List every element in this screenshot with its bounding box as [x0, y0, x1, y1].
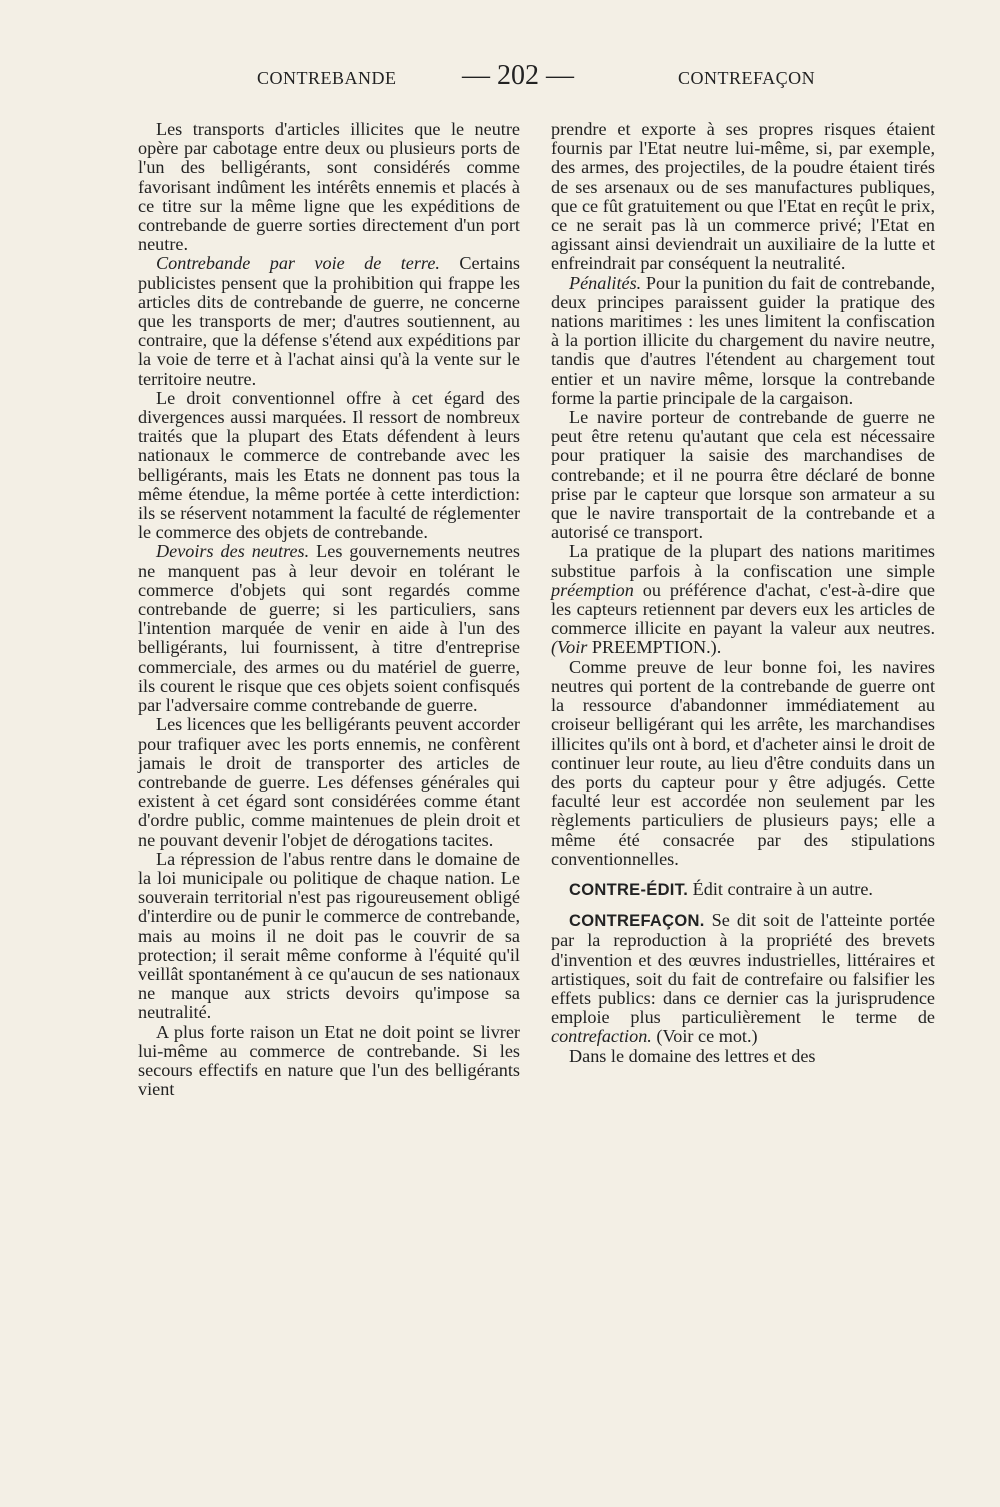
paragraph-text: PREEMPTION.).	[587, 637, 722, 658]
paragraph-text: ou préférence d'achat, c'est-à-dire que les capteurs retiennent par devers eux les articles de commerce illicite en payant la valeur aux neutres.	[551, 579, 935, 639]
paragraph: A plus forte raison un Etat ne doit point se livrer lui-même au commerce de contrebande. Si les secours effectifs en nature que l'un des belligérants vient	[138, 1021, 520, 1100]
paragraph	[138, 542, 520, 715]
paragraph: La répression de l'abus rentre dans le domaine de la loi municipale ou politique de chaque nation. Le souverain territorial n'est pas rigoureusement obligé d'interdire ou de punir le commerce de contrebande, mais au moins il ne doit pas le couvrir de sa protection; il serait même conforme à l'équité qu'il veillât spontanément à ce qu'aucun de ses nationaux ne manque aux stricts devoirs qu'impose sa neutralité.	[138, 848, 520, 1023]
dictionary-entry	[551, 911, 935, 1046]
page-number: — 202 —	[462, 60, 574, 91]
paragraph: Comme preuve de leur bonne foi, les navires neutres qui portent de la contrebande de guerre ont la ressource d'abandonner immédiatement au croiseur belligérant qui les arrête, les marchandises illicites qu'ils ont à bord, et d'acheter ainsi le droit de continuer leur route, au lieu d'être conduits dans un des ports du capteur pour y être adjugés. Cette faculté leur est accordée non seulement par les règlements particuliers de plusieurs pays; elle a même été consacrée par des stipulations conventionnelles.	[551, 656, 935, 869]
paragraph-text: La pratique de la plupart des nations maritimes substitue parfois à la confiscation une simple	[551, 541, 935, 581]
left-column	[138, 120, 520, 1099]
paragraph-text: Les gouvernements neutres ne manquent pas à leur devoir en tolérant le commerce d'objets qui sont regardés comme contrebande de guerre; si les particuliers, sans l'intention marquée de venir en aide à l'un des belligérants, lui fournissent, à titre d'entreprise commerciale, des armes ou du matériel de guerre, ils courent le risque que ces objets soient confisqués par l'adversaire comme contrebande de guerre.	[138, 541, 520, 716]
header-right-word: CONTREFAÇON	[678, 68, 816, 88]
paragraph	[551, 274, 935, 408]
right-column	[551, 120, 935, 1066]
dictionary-entry	[551, 880, 935, 900]
paragraph-text: Pour la punition du fait de contrebande, deux principes paraissent guider la pratique des nations maritimes : les unes limitent la confiscation à la portion illicite du chargement du navire neutre, tandis que d'autres l'étendent au chargement tout entier et un navire même, lorsque la contrebande forme la partie principale de la cargaison.	[551, 272, 935, 408]
paragraph	[138, 254, 520, 388]
paragraph: Le navire porteur de contrebande de guerre ne peut être retenu qu'autant que cela est nécessaire pour pratiquer la saisie des marchandises de contrebande; et il ne pourra être déclaré de bonne prise par le capteur que lorsque son armateur a su que le navire transportait de la contrebande et a autorisé ce transport.	[551, 407, 935, 543]
paragraph: Les transports d'articles illicites que le neutre opère par cabotage entre deux ou plusieurs ports de l'un des belligérants, sont considérés comme favorisant indûment les intérêts ennemis et placés à ce titre sur la même ligne que les expéditions de contrebande de guerre sorties directement d'un port neutre.	[138, 119, 520, 255]
paragraph: Dans le domaine des lettres et des	[569, 1045, 816, 1066]
entry-definition: Se dit soit de l'atteinte portée par la reproduction à la propriété des brevets d'invention et des œuvres industrielles, littéraires et artistiques, soit du fait de contrefaire ou falsifier les effets publics: dans ce dernier cas la jurisprudence emploie plus particulièrement le terme de	[551, 910, 935, 1028]
paragraph-text: Certains publicistes pensent que la prohibition qui frappe les articles dits de contrebande de guerre, ne concerne que les transports de mer; d'autres soutiennent, au contraire, que la défense s'étend aux expéditions par la voie de terre et à l'achat ainsi qu'à la vente sur le territoire neutre.	[138, 253, 520, 389]
entry-headword: CONTRE-ÉDIT.	[569, 880, 689, 899]
header-left-word: CONTREBANDE	[257, 68, 397, 88]
paragraph	[551, 542, 935, 657]
italic-term: contrefaction.	[551, 1026, 652, 1047]
entry-headword: CONTREFAÇON.	[569, 912, 705, 931]
italic-term: (Voir	[551, 637, 588, 658]
section-title: Pénalités.	[569, 272, 642, 293]
paragraph: Le droit conventionnel offre à cet égard des divergences aussi marquées. Il ressort de nombreux traités que la plupart des Etats défendent à leurs nationaux le commerce de contrebande avec les belligérants, mais les Etats ne donnent pas tous la même étendue, la même portée à cette interdiction: ils se réservent notamment la faculté de réglementer le commerce des objets de contrebande.	[138, 387, 520, 543]
paragraph: prendre et exporte à ses propres risques étaient fournis par l'Etat neutre lui-même, si, par exemple, des armes, des projectiles, de la poudre étaient tirés de ses arsenaux ou de ses manufactures publiques, que ce fût gratuitement ou que l'Etat en reçût le prix, ce ne serait pas là un commerce privé; l'Etat en agissant ainsi deviendrait un auxiliaire de la lutte et enfreindrait par conséquent la neutralité.	[551, 119, 935, 274]
entry-definition: (Voir ce mot.)	[651, 1026, 758, 1047]
italic-term: préemption	[551, 579, 634, 600]
section-title: Contrebande par voie de terre.	[156, 253, 440, 274]
section-title: Devoirs des neutres.	[156, 541, 310, 562]
running-header	[0, 62, 1000, 98]
entry-definition: Édit contraire à un autre.	[688, 878, 873, 899]
paragraph: Les licences que les belligérants peuvent accorder pour trafiquer avec les ports ennemis, ne confèrent jamais le droit de transporter des articles de contrebande de guerre. Les défenses générales qui existent à cet égard sont considérées comme étant d'ordre public, comme maintenues de plein droit et ne pouvant devenir l'objet de dérogations tacites.	[138, 714, 520, 850]
